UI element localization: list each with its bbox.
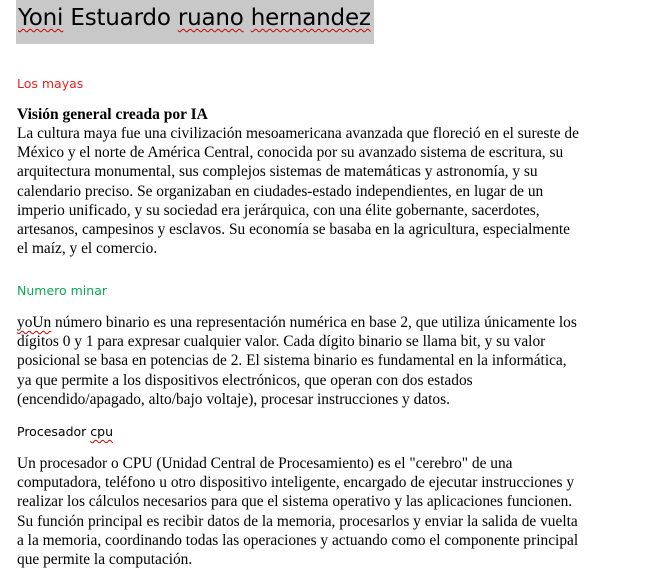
paragraph-line: artesanos, campesinos y esclavos. Su economía se basaba en la agricultura, especialmente [17,221,571,239]
paragraph-mayas [17,124,649,258]
paragraph-line: arquitectura monumental, sus complejos sistemas de matemáticas y astronomía, y su [17,163,538,181]
paragraph-binario [17,313,649,409]
paragraph-line: que permite la computación. [17,551,193,569]
paragraph-line: dígitos 0 y 1 para expresar cualquier valor. Cada dígito binario se llama bit, y su valor [17,333,546,351]
document-title [18,2,371,34]
paragraph-line: el maíz, y el comercio. [17,240,158,258]
paragraph-line: México y el norte de América Central, conocida por su avanzado sistema de escritura, su [17,144,564,162]
paragraph-cpu [17,454,649,569]
paragraph-line: computadora, teléfono u otro dispositivo inteligente, encargado de ejecutar instrucciones y [17,474,575,492]
paragraph-line: ya que permite a los dispositivos electrónicos, que operan con dos estados [17,371,473,389]
section-heading-mayas: Los mayas [17,76,84,91]
heading-word: Procesador [17,424,87,439]
title-word-1: Yoni [18,5,64,31]
paragraph-line: calendario preciso. Se organizaban en ciudades-estado independientes, en lugar de un [17,182,544,200]
paragraph-line: realizar los cálculos necesarios para que el sistema operativo y las aplicaciones funcionen. [17,493,573,511]
section-heading-cpu [17,424,113,440]
paragraph-line: a la memoria, coordinando todas las operaciones y actuando como el componente principal [17,531,579,549]
paragraph-line: imperio unificado, y su sociedad era jerárquica, con una élite gobernante, sacerdotes, [17,201,540,219]
title-word-2: Estuardo [70,5,171,31]
paragraph-line: Su función principal es recibir datos de la memoria, procesarlos y enviar la salida de vuelta [17,512,578,530]
paragraph-line: Un procesador o CPU (Unidad Central de Procesamiento) es el "cerebro" de una [17,455,513,472]
misspelled-word: yoUn [17,314,52,331]
section-heading-binario: Numero minar [17,283,107,298]
paragraph-line: La cultura maya fue una civilización mesoamericana avanzada que floreció en el sureste de [17,125,579,142]
title-word-3: ruano [177,5,244,31]
paragraph-line [17,313,649,332]
section-subheading-ia: Visión general creada por IA [17,106,208,123]
paragraph-line: (encendido/apagado, alto/bajo voltaje), procesar instrucciones y datos. [17,390,450,408]
title-word-4: hernandez [250,5,371,31]
heading-word-cpu: cpu [90,424,114,439]
paragraph-line-rest: número binario es una representación numérica en base 2, que utiliza únicamente los [51,314,577,331]
paragraph-line: posicional se basa en potencias de 2. El sistema binario es fundamental en la informática, [17,352,567,370]
